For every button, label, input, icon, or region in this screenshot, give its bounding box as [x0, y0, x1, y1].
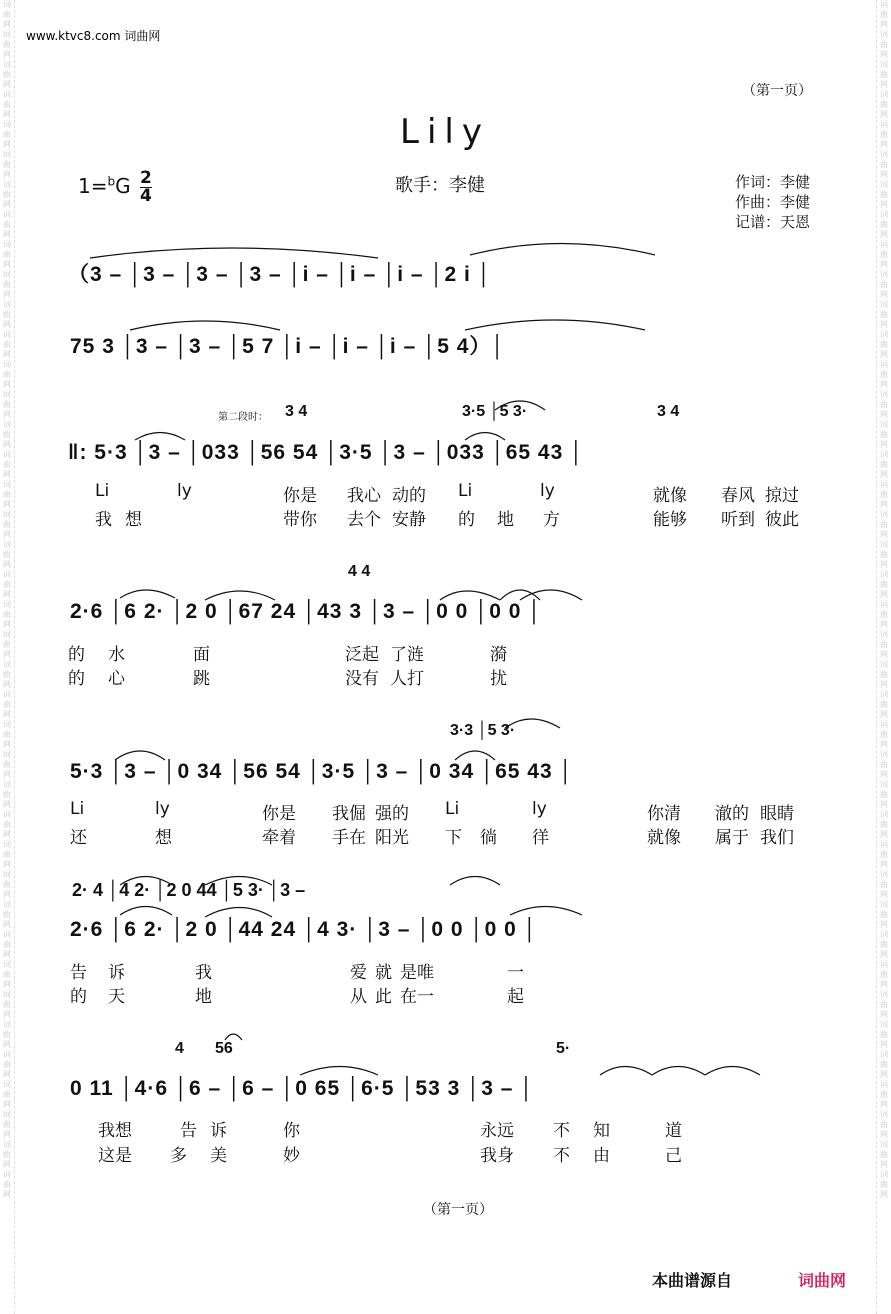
lyric: 泛起 [345, 645, 379, 665]
slur [135, 433, 185, 441]
alt-notes: 56 [215, 1040, 233, 1057]
lyric: 永远 [480, 1121, 514, 1141]
lyric: 听到 [721, 510, 755, 530]
slur [205, 591, 275, 600]
transcriber-credit: 记谱：天恩 [735, 213, 811, 231]
key-note: G [115, 174, 131, 198]
lyric: 的 [68, 669, 85, 689]
lyric: ly [177, 481, 192, 501]
lyricist-credit: 作词：李健 [735, 173, 811, 191]
lyric: 属于 [715, 828, 749, 848]
alt-notes: 3·3 │5 3· [450, 722, 516, 739]
score-line-7: 0 11 │4·6 │6 – │6 – │0 65 │6·5 │53 3 │3 – │ [70, 1077, 535, 1100]
lyric: 人打 [390, 669, 424, 689]
lyric: 诉 [108, 963, 125, 983]
page-label-top: （第一页） [742, 83, 812, 99]
lyric: 告 [180, 1121, 197, 1141]
side-watermark-text: 词曲网词曲网词曲网词曲网词曲网词曲网词曲网词曲网词曲网词曲网词曲网词曲网词曲网词曲网词曲网词曲网词曲网词曲网词曲网词曲网词曲网词曲网词曲网词曲网词曲网词曲网词曲网词曲网词曲网词曲网词曲网词曲网词曲网词曲网词曲网词曲网词曲网词曲网词曲网词曲网 [880, 0, 888, 1199]
slur [120, 907, 172, 916]
lyric: 去个 [347, 510, 381, 530]
slur [470, 244, 655, 256]
lyric: 漪 [490, 645, 507, 665]
lyric: 心 [108, 669, 125, 689]
lyric: 不 [553, 1121, 570, 1141]
key-prefix: 1= [78, 174, 108, 198]
score-line-2: 75 3 │3 – │3 – │5 7 │i – │i – │i – │5 4）│ [70, 335, 506, 358]
lyric: 面 [193, 645, 210, 665]
lyric: 告 [70, 963, 87, 983]
lyric: 带你 [283, 510, 317, 530]
lyric: 能够 [653, 510, 687, 530]
slur [500, 590, 540, 600]
lyric: 就像 [653, 486, 687, 506]
score-line-6-alt: 2· 4 │4 2· │2 0 44 │5 3· │3 – [72, 880, 306, 900]
lyric: 知 [593, 1121, 610, 1141]
lyric: 牵着 [262, 828, 296, 848]
lyric: 己 [665, 1146, 682, 1166]
site-url[interactable]: www.ktvc8.com 词曲网 [26, 29, 161, 43]
slur [90, 248, 378, 258]
side-watermark-text: 词曲网词曲网词曲网词曲网词曲网词曲网词曲网词曲网词曲网词曲网词曲网词曲网词曲网词曲网词曲网词曲网词曲网词曲网词曲网词曲网词曲网词曲网词曲网词曲网词曲网词曲网词曲网词曲网词曲网词曲网词曲网词曲网词曲网词曲网词曲网词曲网词曲网词曲网词曲网词曲网 [3, 0, 11, 1199]
lyric: 徉 [532, 828, 549, 848]
slur [465, 433, 505, 441]
time-denominator: 4 [139, 186, 152, 206]
lyric: 由 [593, 1146, 610, 1166]
alt-notes: 5· [556, 1040, 571, 1057]
lyric: Li [95, 481, 110, 501]
lyric: 强的 [375, 804, 409, 824]
lyric: 安静 [392, 510, 426, 530]
lyric: ly [155, 799, 170, 819]
slur [510, 907, 582, 916]
lyric: 妙 [283, 1146, 300, 1166]
lyric: 是唯 [400, 963, 434, 983]
page-label-bottom: （第一页） [423, 1202, 493, 1218]
lyric: 诉 [210, 1121, 227, 1141]
lyric: 道 [665, 1121, 682, 1141]
lyric: ly [540, 481, 555, 501]
score-line-3: ‖: 5·3 │3 – │033 │56 54 │3·5 │3 – │033 │65 43 │ [68, 441, 585, 464]
lyric: 你是 [262, 804, 296, 824]
time-numerator: 2 [139, 168, 152, 188]
lyric: 起 [507, 987, 524, 1007]
lyric: 还 [70, 828, 87, 848]
lyric: 想 [155, 828, 172, 848]
lyric: 手在 [332, 828, 366, 848]
lyric: 的 [458, 510, 475, 530]
lyric: 我身 [480, 1146, 514, 1166]
source-site-link[interactable]: 词曲网 [798, 1271, 847, 1290]
lyric: 没有 [345, 669, 379, 689]
score-line-1: （3 – │3 – │3 – │3 – │i – │i – │i – │2 i │ [68, 263, 492, 286]
lyric: 下 [445, 828, 462, 848]
lyric: 从 [350, 987, 367, 1007]
song-title: Lily [400, 112, 490, 152]
lyric: 多 [170, 1146, 187, 1166]
lyric: 此 [375, 987, 392, 1007]
alt-notes: 3·5 │5 3· [462, 403, 528, 420]
lyric: 不 [553, 1146, 570, 1166]
lyric: 你 [283, 1121, 300, 1141]
lyric: 跳 [193, 669, 210, 689]
lyric: 的 [68, 645, 85, 665]
flat-sign: b [107, 174, 116, 189]
lyric: 你清 [647, 804, 681, 824]
lyric: 我们 [760, 828, 794, 848]
lyric: 你是 [283, 486, 317, 506]
lyric: Li [458, 481, 473, 501]
slur [600, 1067, 652, 1076]
slur [705, 1067, 760, 1076]
lyric: 美 [210, 1146, 227, 1166]
singer-credit: 歌手：李健 [395, 175, 485, 196]
lyric: 的 [70, 987, 87, 1007]
lyric: 想 [125, 510, 142, 530]
slur [440, 591, 500, 600]
lyric: 我 [95, 510, 112, 530]
second-verse-label: 第二段时： [218, 412, 268, 423]
alt-notes: 4 [175, 1040, 184, 1057]
lyric: 了涟 [390, 645, 424, 665]
slur [130, 321, 280, 330]
lyric: 徜 [480, 828, 497, 848]
score-line-4: 2·6 │6 2· │2 0 │67 24 │43 3 │3 – │0 0 │0 0 │ [70, 600, 543, 623]
slur [450, 877, 500, 886]
lyric: 就像 [647, 828, 681, 848]
score-line-6: 2·6 │6 2· │2 0 │44 24 │4 3· │3 – │0 0 │0 0 │ [70, 918, 538, 941]
lyric: 这是 [98, 1146, 132, 1166]
composer-credit: 作曲：李健 [735, 193, 811, 211]
lyric: 眼睛 [760, 804, 794, 824]
slur [652, 1067, 705, 1076]
alt-notes: 4 4 [348, 563, 371, 580]
lyric: 地 [497, 510, 514, 530]
lyric: 爱 [350, 963, 367, 983]
lyric: 掠过 [765, 486, 799, 506]
lyric: 扰 [490, 669, 507, 689]
lyric: 一 [507, 963, 524, 983]
lyric: 方 [543, 510, 560, 530]
lyric: 动的 [392, 486, 426, 506]
lyric: 天 [108, 987, 125, 1007]
lyric: 春风 [721, 486, 755, 506]
lyric: 彼此 [765, 510, 799, 530]
lyric: 地 [195, 987, 212, 1007]
lyric: 澈的 [715, 804, 749, 824]
alt-notes: 3 4 [285, 403, 308, 420]
score-line-5: 5·3 │3 – │0 34 │56 54 │3·5 │3 – │0 34 │65 43 │ [70, 760, 574, 783]
lyric: 阳光 [375, 828, 409, 848]
lyric: 我心 [347, 486, 381, 506]
slur [300, 1067, 378, 1076]
lyric: Li [70, 799, 85, 819]
slur [465, 320, 645, 330]
lyric: ly [532, 799, 547, 819]
lyric: 水 [108, 645, 125, 665]
slur [205, 908, 272, 918]
slur [115, 751, 165, 760]
lyric: 就 [375, 963, 392, 983]
source-label: 本曲谱源自 [652, 1271, 733, 1290]
lyric: 我倔 [332, 804, 366, 824]
lyric: 我想 [98, 1121, 132, 1141]
lyric: 在一 [400, 987, 434, 1007]
lyric: 我 [195, 963, 212, 983]
lyric: Li [445, 799, 460, 819]
alt-notes: 3 4 [657, 403, 680, 420]
slur [120, 590, 175, 598]
slur [455, 751, 495, 760]
